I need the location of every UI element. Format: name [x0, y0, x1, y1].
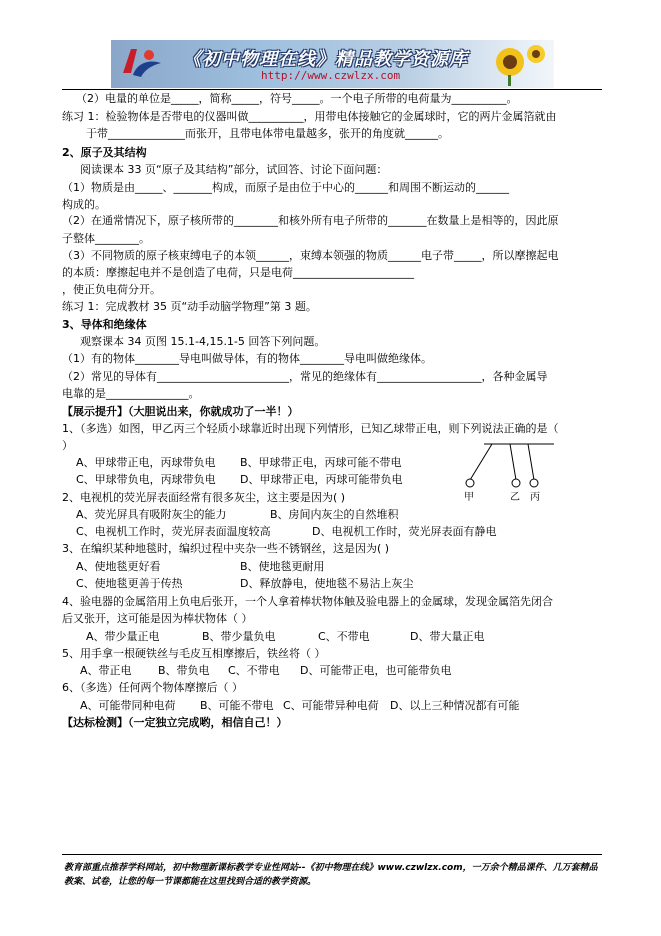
ball-label-yi: 乙 — [510, 492, 520, 502]
q2-option-d: D、电视机工作时，荧光屏表面有静电 — [312, 525, 497, 538]
pendulum-balls-figure — [462, 440, 554, 502]
text-line: 子整体________。 — [62, 232, 150, 245]
q3-option-d: D、释放静电，使地毯不易沾上灰尘 — [240, 577, 414, 590]
q6-option-a: A、可能带同种电荷 — [80, 699, 176, 712]
header-banner — [111, 40, 554, 88]
text-line: （3）不同物质的原子核束缚电子的本领______，束缚本领强的物质______电子带_____，所以摩擦起电 — [62, 249, 559, 262]
q1-option-c: C、甲球带负电，丙球带负电 — [76, 473, 216, 486]
question-4: 4、验电器的金属箔用上负电后张开，一个人拿着棒状物体触及验电器上的金属球，发现金属箔先闭合 — [62, 595, 553, 608]
q3-option-a: A、使地毯更好看 — [76, 560, 161, 573]
q5-option-a: A、带正电 — [80, 664, 132, 677]
q1-option-b: B、甲球带正电，丙球可能不带电 — [240, 456, 402, 469]
text-line: （2）常见的导体有________________________，常见的绝缘体有___________________，各种金属导 — [62, 370, 548, 383]
header-rule — [62, 89, 602, 90]
banner-url: http://www.czwlzx.com — [261, 69, 401, 82]
section-heading: 3、导体和绝缘体 — [62, 318, 147, 331]
banner-title: 《初中物理在线》精品教学资源库 — [183, 49, 468, 70]
question-4-cont: 后又张开，这可能是因为棒状物体（ ） — [62, 612, 253, 625]
text-line: ，使正负电荷分开。 — [62, 283, 161, 296]
section-heading: 【展示提升】（大胆说出来，你就成功了一半！） — [62, 405, 299, 418]
q3-option-b: B、使地毯更耐用 — [240, 560, 325, 573]
text-line: 构成的。 — [62, 198, 106, 211]
q4-option-b: B、带少量负电 — [202, 630, 276, 643]
question-1: 1、（多选）如图，甲乙丙三个轻质小球靠近时出现下列情形，已知乙球带正电，则下列说法正确的是（ — [62, 422, 559, 435]
q2-option-c: C、电视机工作时，荧光屏表面温度较高 — [76, 525, 271, 538]
q5-option-c: C、不带电 — [228, 664, 280, 677]
question-2: 2、电视机的荧光屏表面经常有很多灰尘，这主要是因为( ) — [62, 491, 346, 504]
q2-option-b: B、房间内灰尘的自然堆积 — [270, 508, 399, 521]
ball-label-bing: 丙 — [530, 492, 540, 502]
text-line: （1）有的物体________导电叫做导体，有的物体________导电叫做绝缘体。 — [62, 352, 432, 365]
text-line: 练习 1：完成教材 35 页“动手动脑学物理”第 3 题。 — [62, 300, 317, 313]
text-line: 观察课本 34 页图 15.1-4,15.1-5 回答下列问题。 — [80, 335, 326, 348]
text-line: 于带______________而张开，且带电体带电量越多，张开的角度就______。 — [86, 127, 449, 140]
q1-option-a: A、甲球带正电，丙球带负电 — [76, 456, 216, 469]
footer-text: 教育部重点推荐学科网站，初中物理新课标教学专业性网站--《初中物理在线》www.czwlzx.com，一万余个精品课件、几万套精品教案、试卷，让您的每一节课都能在这里找到合适的教学资源。 — [64, 863, 598, 887]
q2-option-a: A、荧光屏具有吸附灰尘的能力 — [76, 508, 227, 521]
text-line: （2）在通常情况下，原子核所带的________和核外所有电子所带的_______在数量上是相等的，因此原 — [62, 214, 559, 227]
text-line: 电靠的是_______________。 — [62, 387, 200, 400]
q1-option-d: D、甲球带正电，丙球可能带负电 — [240, 473, 403, 486]
q6-option-d: D、以上三种情况都有可能 — [390, 699, 520, 712]
text-line: 的本质：摩擦起电并不是创造了电荷，只是电荷______________________ — [62, 266, 414, 279]
text-line: 练习 1：检验物体是否带电的仪器叫做__________，用带电体接触它的金属球时，它的两片金属箔就由 — [62, 110, 557, 123]
question-6: 6、（多选）任何两个物体摩擦后（ ） — [62, 681, 243, 694]
text-line: （1）物质是由_____、_______构成，而原子是由位于中心的______和周围不断运动的______ — [62, 181, 509, 194]
q3-option-c: C、使地毯更善于传热 — [76, 577, 183, 590]
section-heading: 2、原子及其结构 — [62, 146, 147, 159]
text-line: 阅读课本 33 页“原子及其结构”部分，试回答、讨论下面问题： — [80, 163, 388, 176]
q4-option-c: C、不带电 — [318, 630, 370, 643]
footer-rule — [62, 854, 602, 855]
q4-option-d: D、带大量正电 — [410, 630, 485, 643]
q5-option-d: D、可能带正电，也可能带负电 — [300, 664, 452, 677]
q6-option-c: C、可能带异种电荷 — [283, 699, 379, 712]
q5-option-b: B、带负电 — [158, 664, 210, 677]
text-line: （2）电量的单位是_____，简称_____，符号_____。一个电子所带的电荷量为__________。 — [76, 92, 518, 105]
sunflower-icon — [488, 42, 548, 86]
question-3: 3、在编织某种地毯时，编织过程中夹杂一些不锈钢丝，这是因为( ) — [62, 542, 390, 555]
question-5: 5、用手拿一根硬铁丝与毛皮互相摩擦后，铁丝将（ ） — [62, 647, 326, 660]
question-1-bracket: ） — [62, 439, 73, 452]
q4-option-a: A、带少量正电 — [86, 630, 160, 643]
q6-option-b: B、可能不带电 — [200, 699, 274, 712]
ball-label-jia: 甲 — [464, 492, 474, 502]
site-logo-icon — [119, 43, 165, 85]
section-heading: 【达标检测】（一定独立完成哟，相信自己！） — [62, 716, 288, 729]
